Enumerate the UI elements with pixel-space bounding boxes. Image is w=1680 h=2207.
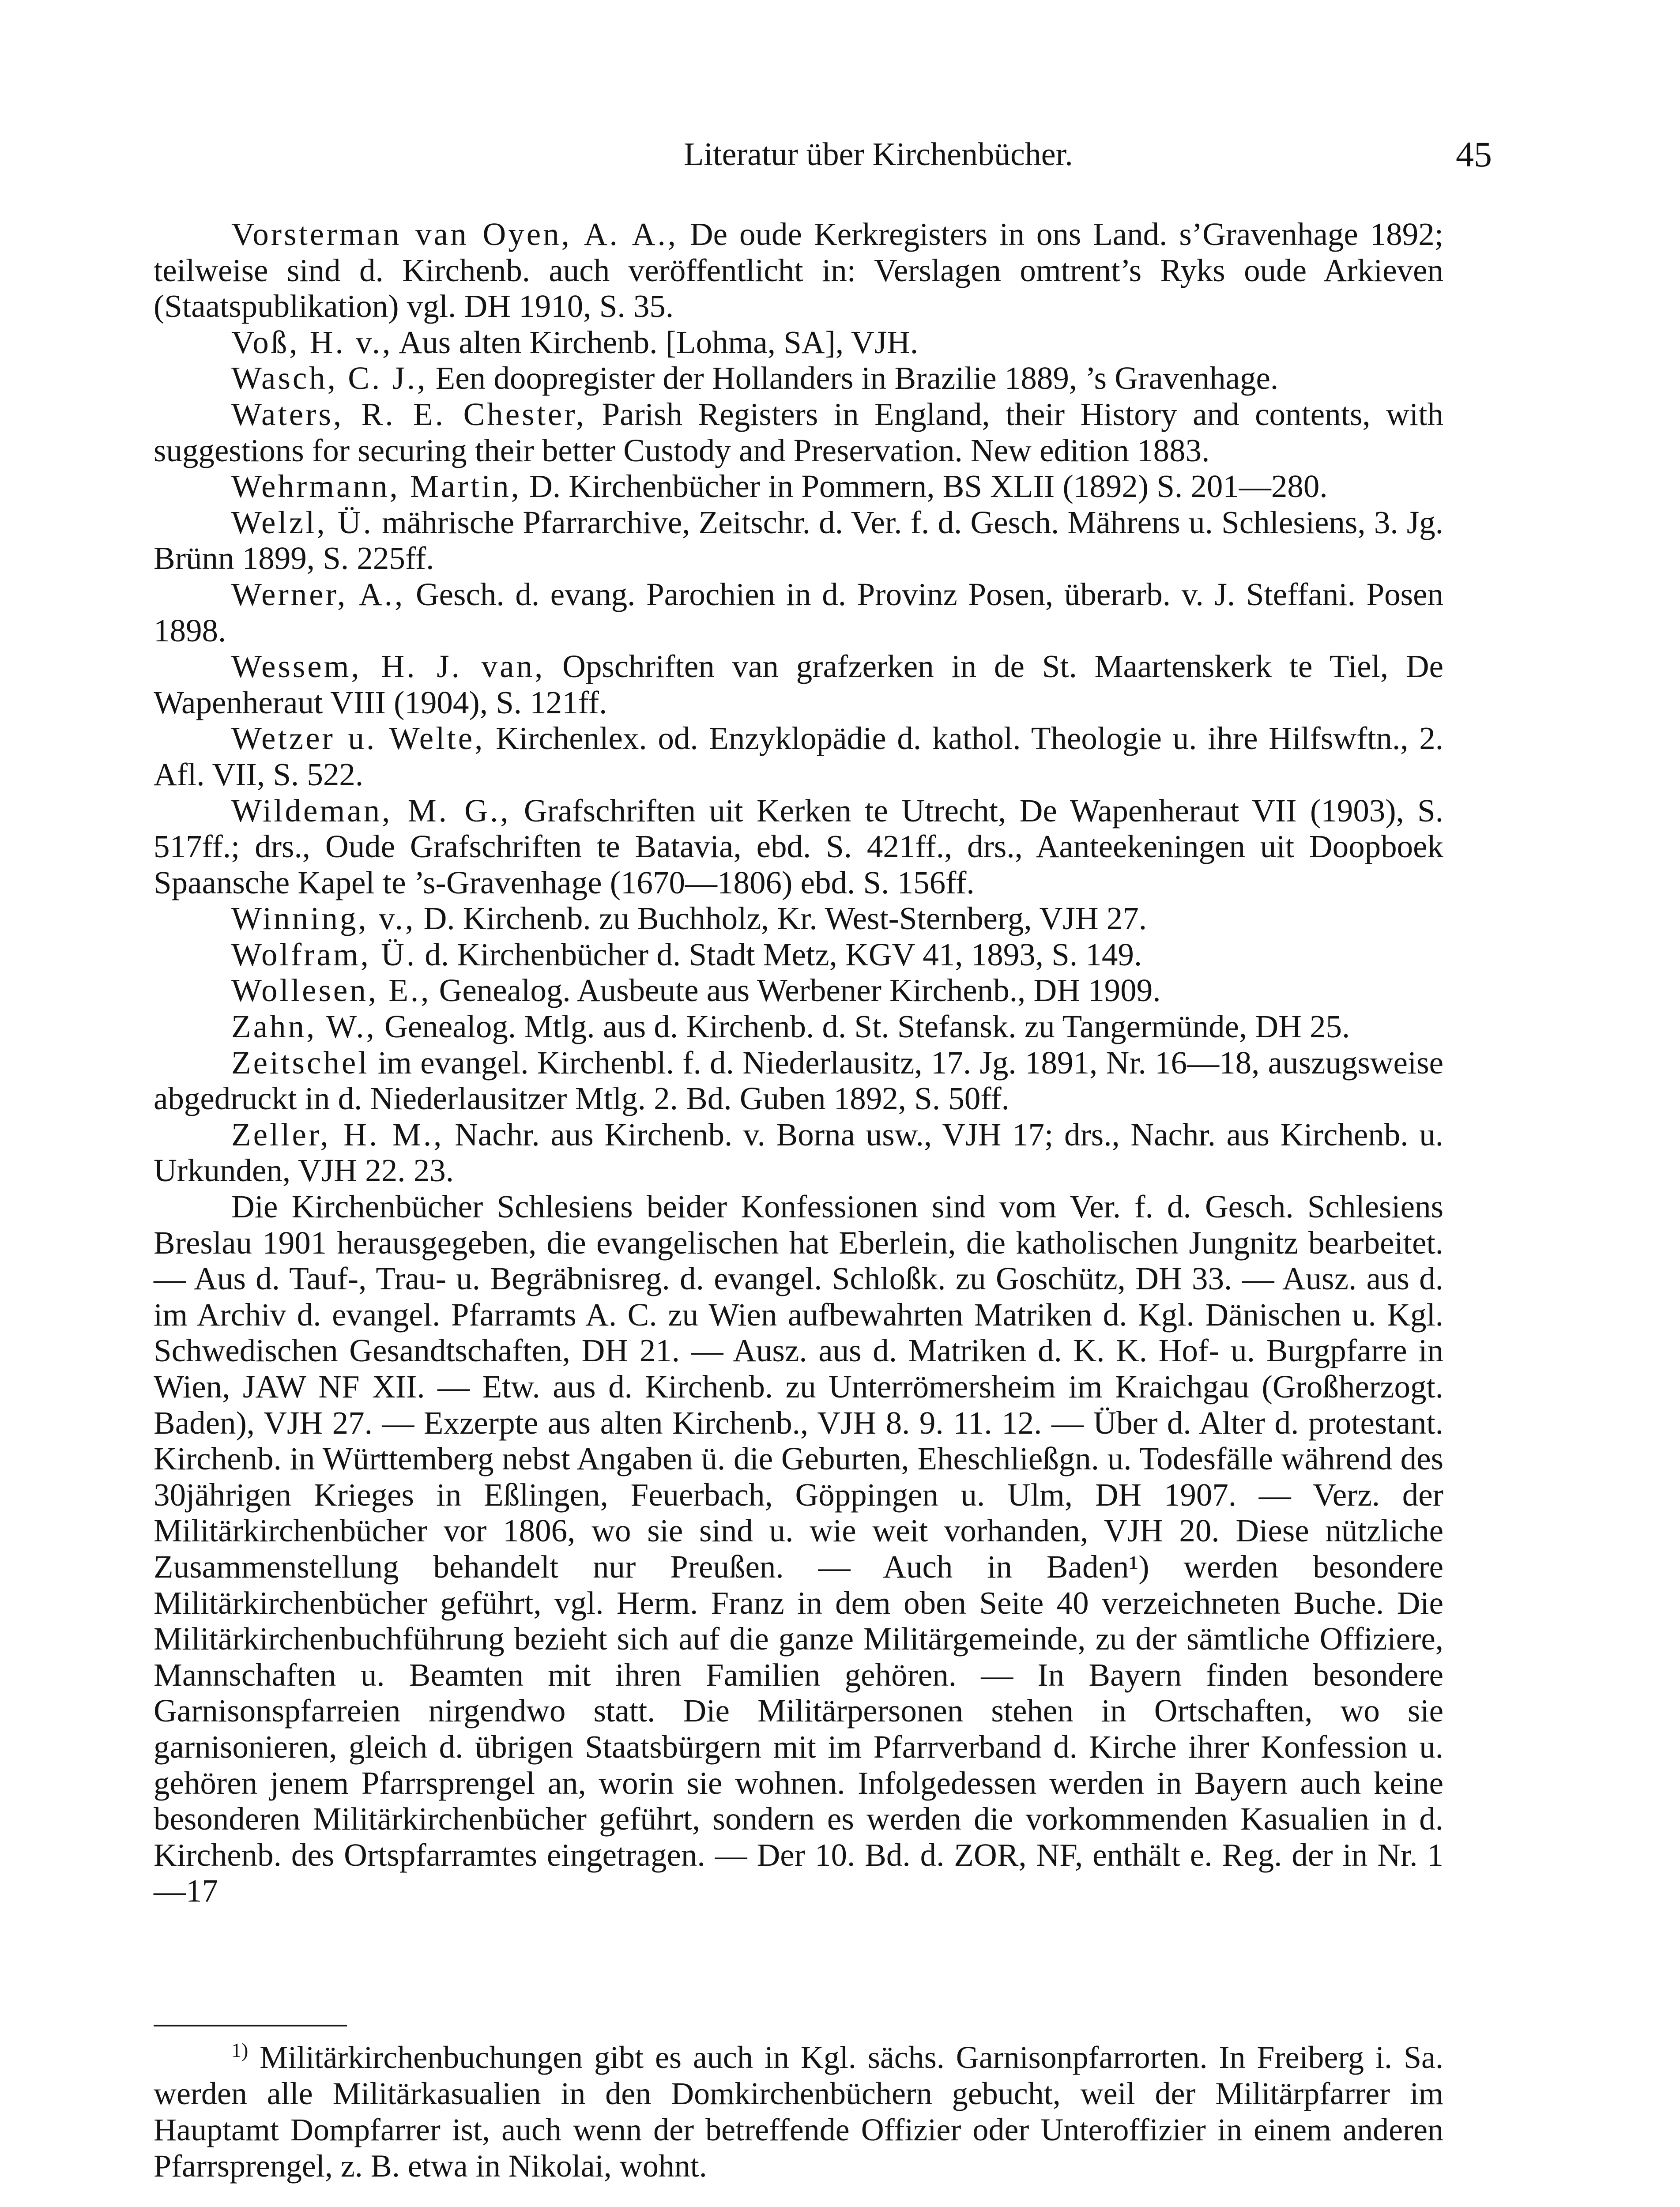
bibliography-entry <box>154 360 1443 396</box>
entry-text: Aus alten Kirchenb. [Lohma, SA], VJH. <box>392 324 919 360</box>
bibliography-entry <box>154 576 1443 648</box>
entry-text: Parish Registers in England, their History and contents, with suggestions for securing their better Custody and Preservation. New edition 1883. <box>154 396 1443 468</box>
entry-author: Waters, R. E. Chester, <box>231 396 586 432</box>
entry-author: Welzl, Ü. <box>231 504 373 540</box>
bibliography-entry <box>154 793 1443 901</box>
entry-text: Grafschriften uit Kerken te Utrecht, De Wapenheraut VII (1903), S. 517ff.; drs., Oude Grafschriften te Batavia, ebd. S. 421ff., drs., Aanteekeningen uit Doopboek Spaansche Kapel te ’s-Gravenhage (1670—1806) ebd. S. 156ff. <box>154 792 1443 900</box>
entry-text: Gesch. d. evang. Parochien in d. Provinz Posen, überarb. v. J. Steffani. Posen 1898. <box>154 576 1443 648</box>
bibliography-list <box>154 216 1443 1909</box>
entry-author: Wehrmann, Martin, <box>231 468 521 505</box>
bibliography-entry <box>154 216 1443 324</box>
page-number: 45 <box>1456 134 1492 174</box>
entry-author: Winning, v., <box>231 900 416 937</box>
footnote-rule <box>154 2025 347 2026</box>
footnote <box>154 2039 1443 2184</box>
bibliography-entry <box>154 396 1443 468</box>
bibliography-entry <box>154 972 1443 1009</box>
bibliography-entry <box>154 1045 1443 1117</box>
entry-text: Kirchenlex. od. Enzyklopädie d. kathol. Theologie u. ihre Hilfswftn., 2. Afl. VII, S. 522. <box>154 720 1444 792</box>
entry-text: im evangel. Kirchenbl. f. d. Niederlausitz, 17. Jg. 1891, Nr. 16—18, auszugsweise abgedruckt in d. Niederlausitzer Mtlg. 2. Bd. Guben 1892, S. 50ff. <box>154 1044 1443 1117</box>
bibliography-entry <box>154 937 1443 973</box>
entry-text: D. Kirchenb. zu Buchholz, Kr. West-Sternberg, VJH 27. <box>415 900 1147 937</box>
entry-author: Voß, H. v., <box>231 324 393 360</box>
entry-text: Een doopregister der Hollanders in Brazilie 1889, ’s Gravenhage. <box>427 360 1279 396</box>
entry-author: Zahn, W., <box>231 1009 377 1045</box>
bibliography-entry <box>154 900 1443 937</box>
entry-text: mährische Pfarrarchive, Zeitschr. d. Ver. f. d. Gesch. Mährens u. Schlesiens, 3. Jg. Brünn 1899, S. 225ff. <box>154 504 1443 576</box>
entry-author: Wetzer u. Welte, <box>231 720 485 757</box>
entry-text: Genealog. Ausbeute aus Werbener Kirchenb., DH 1909. <box>431 972 1161 1009</box>
footnote-marker: 1) <box>231 2039 249 2061</box>
entry-text: De oude Kerkregisters in ons Land. s’Gravenhage 1892; teilweise sind d. Kirchenb. auch veröffentlicht in: Verslagen omtrent’s Ryks oude Arkieven (Staatspublikation) vgl. DH 1910, S. 35. <box>154 216 1443 324</box>
bibliography-entry <box>154 505 1443 576</box>
entry-author: Zeitschel <box>231 1044 369 1081</box>
entry-author: Wildeman, M. G., <box>231 792 511 829</box>
entry-author: Werner, A., <box>231 576 405 612</box>
entry-author: Wolfram, Ü. <box>231 936 417 972</box>
entry-author: Vorsterman van Oyen, A. A., <box>231 216 678 252</box>
entry-text: Opschriften van grafzerken in de St. Maartenskerk te Tiel, De Wapenheraut VIII (1904), S. 121ff. <box>154 648 1444 720</box>
entry-text: Nachr. aus Kirchenb. v. Borna usw., VJH 17; drs., Nachr. aus Kirchenb. u. Urkunden, VJH 22. 23. <box>154 1116 1443 1189</box>
entry-text: d. Kirchenbücher d. Stadt Metz, KGV 41, 1893, S. 149. <box>417 936 1142 972</box>
entry-author: Wollesen, E., <box>231 972 431 1009</box>
entry-author: Wasch, C. J., <box>231 360 428 396</box>
bibliography-entry <box>154 720 1443 792</box>
footnote-text: Militärkirchenbuchungen gibt es auch in Kgl. sächs. Garnisonpfarrorten. In Freiberg i. Sa. werden alle Militärkasualien in den Domkirchenbüchern gebucht, weil der Militärpfarrer im Hauptamt Dompfarrer ist, auch wenn der betreffende Offizier oder Unteroffizier in einem anderen Pfarrsprengel, z. B. etwa in Nikolai, wohnt. <box>154 2040 1443 2184</box>
bibliography-entry <box>154 648 1443 720</box>
bibliography-entry <box>154 1117 1443 1189</box>
entry-text: Genealog. Mtlg. aus d. Kirchenb. d. St. Stefansk. zu Tangermünde, DH 25. <box>376 1009 1350 1045</box>
entry-author: Zeller, H. M., <box>231 1116 444 1152</box>
entry-text: D. Kirchenbücher in Pommern, BS XLII (1892) S. 201—280. <box>521 468 1328 505</box>
bibliography-entry <box>154 1009 1443 1045</box>
running-head: Literatur über Kirchenbücher. <box>684 136 1073 173</box>
bibliography-entry <box>154 324 1443 361</box>
bibliography-entry <box>154 468 1443 505</box>
entry-author: Wessem, H. J. van, <box>231 648 545 685</box>
body-paragraph: Die Kirchenbücher Schlesiens beider Konfessionen sind vom Ver. f. d. Gesch. Schlesiens Breslau 1901 herausgegeben, die evangelischen hat Eberlein, die katholischen Jungnitz bearbeitet. — Aus d. Tauf-, Trau- u. Begräbnisreg. d. evangel. Schloßk. zu Goschütz, DH 33. — Ausz. aus d. im Archiv d. evangel. Pfarramts A. C. zu Wien aufbewahrten Matriken d. Kgl. Dänischen u. Kgl. Schwedischen Gesandtschaften, DH 21. — Ausz. aus d. Matriken d. K. K. Hof- u. Burgpfarre in Wien, JAW NF XII. — Etw. aus d. Kirchenb. zu Unterrömersheim im Kraichgau (Großherzogt. Baden), VJH 27. — Exzerpte aus alten Kirchenb., VJH 8. 9. 11. 12. — Über d. Alter d. protestant. Kirchenb. in Württemberg nebst Angaben ü. die Geburten, Eheschließgn. u. Todesfälle während des 30jährigen Krieges in Eßlingen, Feuerbach, Göppingen u. Ulm, DH 1907. — Verz. der Militärkirchenbücher vor 1806, wo sie sind u. wie weit vorhanden, VJH 20. Diese nützliche Zusammenstellung behandelt nur Preußen. — Auch in Baden¹) werden besondere Militärkirchenbücher geführt, vgl. Herm. Franz in dem oben Seite 40 verzeichneten Buche. Die Militärkirchenbuchführung bezieht sich auf die ganze Militärgemeinde, zu der sämtliche Offiziere, Mannschaften u. Beamten mit ihren Familien gehören. — In Bayern finden besondere Garnisonspfarreien nirgendwo statt. Die Militärpersonen stehen in Ortschaften, wo sie garnisonieren, gleich d. übrigen Staatsbürgern mit im Pfarrverband d. Kirche ihrer Konfession u. gehören jenem Pfarrsprengel an, worin sie wohnen. Infolgedessen werden in Bayern auch keine besonderen Militärkirchenbücher geführt, sondern es werden die vorkommenden Kasualien in d. Kirchenb. des Ortspfarramtes eingetragen. — Der 10. Bd. d. ZOR, NF, enthält e. Reg. der in Nr. 1—17 <box>154 1189 1443 1909</box>
